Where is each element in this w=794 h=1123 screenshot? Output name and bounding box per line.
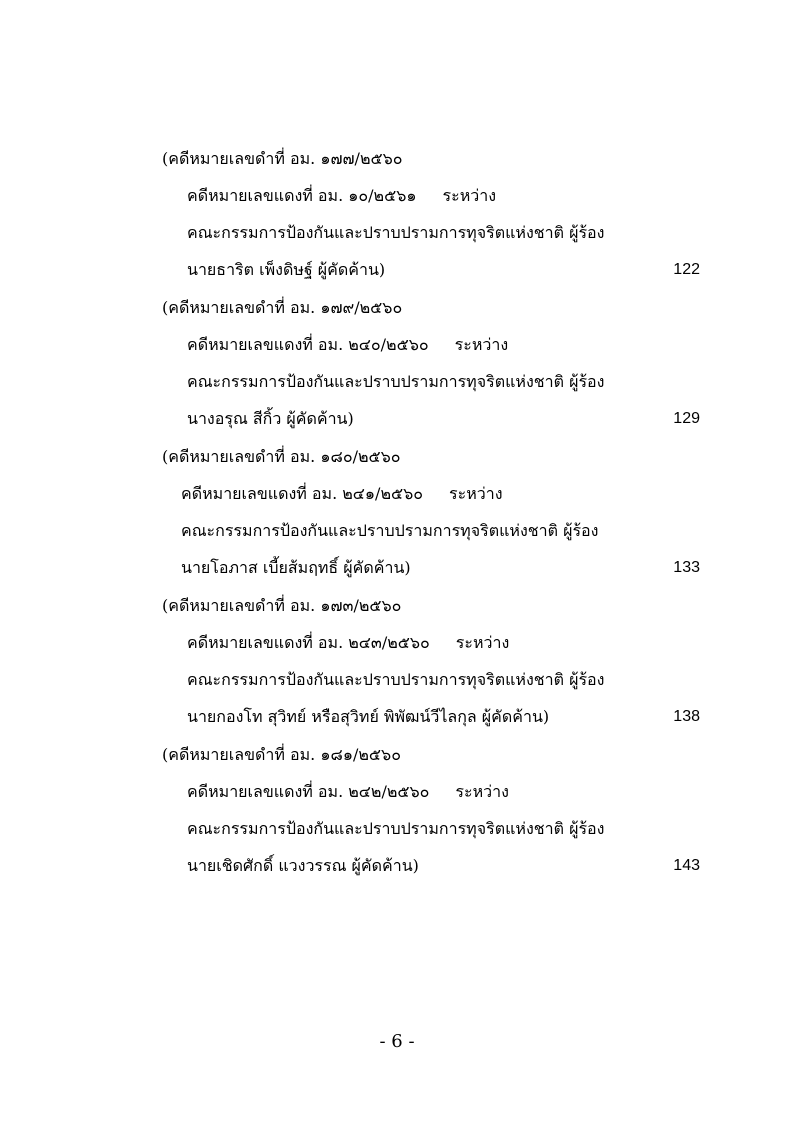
between-label: ระหว่าง xyxy=(455,782,509,801)
red-case-number: คดีหมายเลขแดงที่ อม. ๒๔๒/๒๕๖๐ xyxy=(187,782,430,801)
plaintiff-line: คณะกรรมการป้องกันและปราบปรามการทุจริตแห่งชาติ ผู้ร้อง xyxy=(187,223,605,242)
entry-page-number: 122 xyxy=(673,261,700,278)
plaintiff-line: คณะกรรมการป้องกันและปราบปรามการทุจริตแห่งชาติ ผู้ร้อง xyxy=(187,819,605,838)
case-entry xyxy=(0,149,794,297)
entry-page-number: 138 xyxy=(673,708,700,725)
red-case-line xyxy=(181,484,503,504)
defendant-line: นายเชิดศักดิ์ แวงวรรณ ผู้คัดค้าน) xyxy=(187,856,419,875)
entry-page-number: 129 xyxy=(673,410,700,427)
defendant-line: นายโอภาส เบี้ยส้มฤทธิ์ ผู้คัดค้าน) xyxy=(181,558,411,577)
between-label: ระหว่าง xyxy=(449,484,503,503)
case-entry xyxy=(0,447,794,595)
black-case-number: (คดีหมายเลขดำที่ อม. ๑๗๓/๒๕๖๐ xyxy=(162,596,402,615)
black-case-number: (คดีหมายเลขดำที่ อม. ๑๗๙/๒๕๖๐ xyxy=(162,298,403,317)
entry-page-number: 143 xyxy=(673,857,700,874)
defendant-line: นายกองโท สุวิทย์ หรือสุวิทย์ พิพัฒน์วีไลกุล ผู้คัดค้าน) xyxy=(187,707,550,726)
entry-page-number: 133 xyxy=(673,559,700,576)
plaintiff-line: คณะกรรมการป้องกันและปราบปรามการทุจริตแห่งชาติ ผู้ร้อง xyxy=(187,670,605,689)
between-label: ระหว่าง xyxy=(454,335,509,354)
between-label: ระหว่าง xyxy=(455,633,510,652)
between-label: ระหว่าง xyxy=(442,186,497,205)
defendant-line: นายธาริต เพ็งดิษฐ์ ผู้คัดค้าน) xyxy=(187,260,386,279)
defendant-line: นางอรุณ สีกิ้ว ผู้คัดค้าน) xyxy=(187,409,354,428)
plaintiff-line: คณะกรรมการป้องกันและปราบปรามการทุจริตแห่งชาติ ผู้ร้อง xyxy=(181,521,599,540)
red-case-number: คดีหมายเลขแดงที่ อม. ๒๔๓/๒๕๖๐ xyxy=(187,633,430,652)
red-case-line xyxy=(187,782,509,802)
black-case-number: (คดีหมายเลขดำที่ อม. ๑๗๗/๒๕๖๐ xyxy=(162,149,403,168)
red-case-number: คดีหมายเลขแดงที่ อม. ๒๔๑/๒๕๖๐ xyxy=(181,484,424,503)
plaintiff-line: คณะกรรมการป้องกันและปราบปรามการทุจริตแห่งชาติ ผู้ร้อง xyxy=(187,372,605,391)
black-case-number: (คดีหมายเลขดำที่ อม. ๑๘๑/๒๕๖๐ xyxy=(162,745,401,764)
case-entry xyxy=(0,298,794,446)
black-case-number: (คดีหมายเลขดำที่ อม. ๑๘๐/๒๕๖๐ xyxy=(162,447,401,466)
red-case-line xyxy=(187,186,496,206)
case-entry xyxy=(0,745,794,893)
page-footer-number: - 6 - xyxy=(379,1031,415,1052)
red-case-number: คดีหมายเลขแดงที่ อม. ๑๐/๒๕๖๑ xyxy=(187,186,417,205)
red-case-line xyxy=(187,335,508,355)
red-case-line xyxy=(187,633,509,653)
red-case-number: คดีหมายเลขแดงที่ อม. ๒๔๐/๒๕๖๐ xyxy=(187,335,429,354)
case-entry xyxy=(0,596,794,744)
